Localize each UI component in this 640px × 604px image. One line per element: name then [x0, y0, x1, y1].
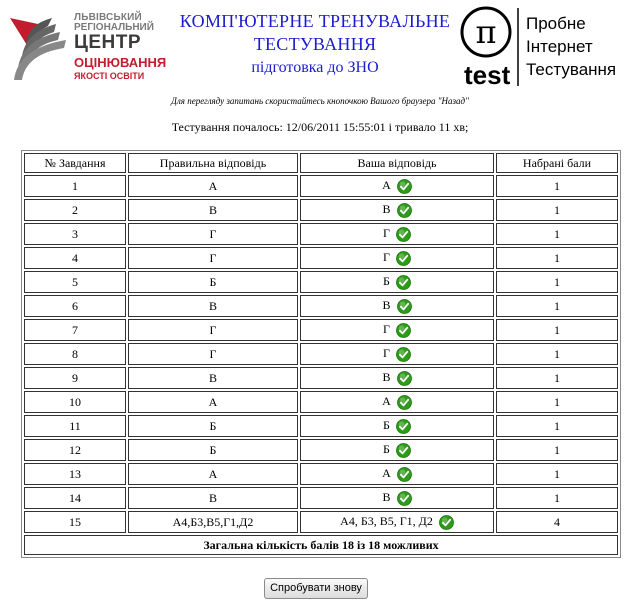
table-row: [24, 439, 618, 461]
score-value: 1: [496, 295, 618, 317]
green-check-icon: [391, 178, 412, 192]
correct-answer: В: [128, 199, 298, 221]
green-check-icon: [391, 370, 412, 384]
correct-answer: Б: [128, 415, 298, 437]
task-number: 2: [24, 199, 126, 221]
your-answer-cell: [300, 271, 494, 293]
your-answer: А: [382, 466, 391, 481]
correct-answer: А4,Б3,В5,Г1,Д2: [128, 511, 298, 533]
green-check-icon: [390, 322, 411, 336]
correct-answer: Г: [128, 223, 298, 245]
table-row: [24, 319, 618, 341]
green-check-icon: [390, 442, 411, 456]
correct-answer: В: [128, 367, 298, 389]
task-number: 14: [24, 487, 126, 509]
correct-answer: Г: [128, 247, 298, 269]
green-check-icon: [391, 202, 412, 216]
task-number: 3: [24, 223, 126, 245]
your-answer: В: [382, 202, 391, 217]
task-number: 5: [24, 271, 126, 293]
score-value: 1: [496, 247, 618, 269]
test-start-info: Тестування почалось: 12/06/2011 15:55:01 і тривало 11 хв;: [171, 120, 469, 134]
table-row: [24, 271, 618, 293]
logo-right-line3: Тестування: [526, 60, 617, 79]
your-answer-cell: [300, 199, 494, 221]
correct-answer: В: [128, 295, 298, 317]
table-row: [24, 415, 618, 437]
retry-button[interactable]: Спробувати знову: [264, 578, 368, 599]
title-subtitle: підготовка до ЗНО: [251, 59, 379, 76]
score-value: 1: [496, 343, 618, 365]
logo-test-word: test: [464, 60, 511, 90]
correct-answer: А: [128, 391, 298, 413]
your-answer-cell: [300, 367, 494, 389]
logo-text-line3: ЦЕНТР: [74, 32, 142, 53]
table-row: [24, 487, 618, 509]
col-header-yours: Ваша відповідь: [300, 153, 494, 173]
score-value: 1: [496, 199, 618, 221]
logo-text-line2: РЕГІОНАЛЬНИЙ: [74, 22, 154, 33]
your-answer: А: [382, 394, 391, 409]
score-value: 1: [496, 175, 618, 197]
score-value: 1: [496, 223, 618, 245]
table-row: [24, 367, 618, 389]
title-line1: КОМП'ЮТЕРНЕ ТРЕНУВАЛЬНЕ: [179, 11, 451, 31]
table-row: [24, 247, 618, 269]
score-value: 1: [496, 463, 618, 485]
your-answer: В: [382, 370, 391, 385]
table-row: [24, 199, 618, 221]
your-answer: Г: [383, 346, 390, 361]
page-header: [0, 0, 640, 95]
green-check-icon: [390, 346, 411, 360]
green-check-icon: [390, 274, 411, 288]
your-answer-cell: [300, 439, 494, 461]
task-number: 9: [24, 367, 126, 389]
logo-text-line1: ЛЬВІВСЬКИЙ: [74, 12, 142, 23]
back-button-hint: Для перегляду запитань скористайтесь кнопочкою Вашого браузера "Назад": [171, 96, 469, 106]
title-line2: ТЕСТУВАННЯ: [253, 34, 377, 54]
green-check-icon: [391, 394, 412, 408]
score-value: 1: [496, 319, 618, 341]
logo-right-line2: Інтернет: [526, 37, 593, 56]
green-check-icon: [391, 490, 412, 504]
lrcoyo-logo: [8, 10, 167, 88]
table-row: [24, 391, 618, 413]
your-answer: Г: [383, 226, 390, 241]
task-number: 8: [24, 343, 126, 365]
task-number: 13: [24, 463, 126, 485]
task-number: 6: [24, 295, 126, 317]
pi-test-logo: [458, 6, 638, 88]
col-header-number: № Завдання: [24, 153, 126, 173]
total-score-text: Загальна кількість балів 18 із 18 можливих: [24, 535, 618, 555]
page-title: [160, 10, 470, 79]
score-value: 1: [496, 439, 618, 461]
results-table-frame: [21, 150, 621, 558]
your-answer-cell: [300, 511, 494, 533]
green-check-icon: [391, 298, 412, 312]
your-answer: А: [382, 178, 391, 193]
score-value: 1: [496, 367, 618, 389]
table-row: [24, 343, 618, 365]
your-answer: Б: [383, 274, 390, 289]
logo-text-line4: ОЦІНЮВАННЯ: [74, 55, 167, 70]
total-row: [24, 535, 618, 555]
col-header-correct: Правильна відповідь: [128, 153, 298, 173]
correct-answer: Г: [128, 319, 298, 341]
task-number: 10: [24, 391, 126, 413]
task-number: 1: [24, 175, 126, 197]
green-check-icon: [433, 514, 454, 528]
correct-answer: В: [128, 487, 298, 509]
score-value: 1: [496, 415, 618, 437]
lrcoyo-logo-mark: [8, 10, 78, 88]
green-check-icon: [390, 418, 411, 432]
table-row: [24, 295, 618, 317]
your-answer: Б: [383, 418, 390, 433]
table-row: [24, 511, 618, 533]
your-answer-cell: [300, 343, 494, 365]
correct-answer: Г: [128, 343, 298, 365]
score-value: 4: [496, 511, 618, 533]
correct-answer: Б: [128, 271, 298, 293]
table-row: [24, 175, 618, 197]
your-answer: В: [382, 298, 391, 313]
correct-answer: А: [128, 463, 298, 485]
table-header-row: [24, 153, 618, 173]
score-value: 1: [496, 271, 618, 293]
your-answer: Г: [383, 250, 390, 265]
your-answer-cell: [300, 391, 494, 413]
your-answer-cell: [300, 247, 494, 269]
your-answer-cell: [300, 319, 494, 341]
task-number: 7: [24, 319, 126, 341]
score-value: 1: [496, 391, 618, 413]
results-table: [22, 151, 620, 557]
green-check-icon: [390, 250, 411, 264]
green-check-icon: [390, 226, 411, 240]
logo-right-line1: Пробне: [526, 14, 586, 33]
score-value: 1: [496, 487, 618, 509]
green-check-icon: [391, 466, 412, 480]
table-row: [24, 223, 618, 245]
your-answer-cell: [300, 415, 494, 437]
your-answer: Б: [383, 442, 390, 457]
task-number: 12: [24, 439, 126, 461]
logo-text-line5: ЯКОСТІ ОСВІТИ: [74, 71, 145, 81]
task-number: 4: [24, 247, 126, 269]
table-row: [24, 463, 618, 485]
your-answer-cell: [300, 487, 494, 509]
col-header-score: Набрані бали: [496, 153, 618, 173]
task-number: 11: [24, 415, 126, 437]
your-answer-cell: [300, 295, 494, 317]
your-answer: Г: [383, 322, 390, 337]
correct-answer: А: [128, 175, 298, 197]
correct-answer: Б: [128, 439, 298, 461]
your-answer: В: [382, 490, 391, 505]
task-number: 15: [24, 511, 126, 533]
your-answer-cell: [300, 463, 494, 485]
your-answer-cell: [300, 223, 494, 245]
your-answer-cell: [300, 175, 494, 197]
svg-text:π: π: [475, 13, 497, 51]
your-answer: А4, Б3, В5, Г1, Д2: [340, 514, 433, 529]
